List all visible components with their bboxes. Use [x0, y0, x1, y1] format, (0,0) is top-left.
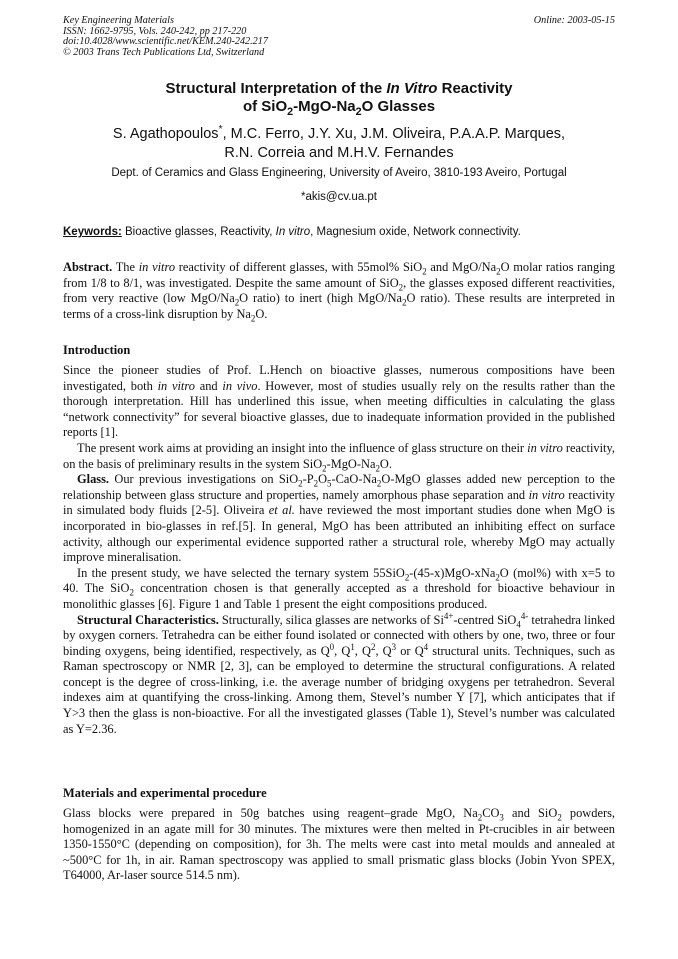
authors-line-1: S. Agathopoulos*, M.C. Ferro, J.Y. Xu, J.M. Oliveira, P.A.A.P. Marques, [112, 124, 566, 142]
online-date: Online: 2003-05-15 [533, 15, 615, 26]
intro-paragraph-glass: Glass. Our previous investigations on $SiO_2-P_2O_5-CaO-Na_2O$-MgO glasses added new perception to the relationship between glass structure and properties, namely amorphous phase separation and in vitro reactivity in simulated body fluids [2-5]. Oliveira et al. have reviewed the most important studies done when MgO is incorporated in bio-glasses in ref.[5]. In general, MgO has been attributed an inhibiting effect on surface activity, although our experimental evidence supported rather a structural role, whereby MgO may actually improve mineralisation. [63, 472, 616, 565]
journal-copyright: © 2003 Trans Tech Publications Ltd, Switzerland [63, 46, 265, 58]
title-line-1: Structural Interpretation of the In Vitro Reactivity [165, 80, 513, 97]
title-line-2: of $SiO_2-MgO-Na_2O$ Glasses [242, 98, 436, 118]
authors-line-2: R.N. Correia and M.H.V. Fernandes [224, 144, 454, 161]
journal-header [63, 16, 615, 58]
section-heading-methods: Materials and experimental procedure [63, 786, 267, 800]
journal-issn: ISSN: 1662-9795, Vols. 240-242, pp 217-220 [63, 25, 247, 37]
author-list [63, 125, 615, 162]
journal-doi: doi:10.4028/www.scientific.net/KEM.240-242.217 [63, 36, 268, 48]
glass-label: Glass. [77, 472, 110, 487]
paper-title [63, 80, 615, 116]
keywords: Keywords: Bioactive glasses, Reactivity, In vitro, Magnesium oxide, Network connectivity. [63, 226, 521, 238]
section-heading-introduction: Introduction [63, 343, 131, 357]
intro-paragraph-1: Since the pioneer studies of Prof. L.Hench on bioactive glasses, numerous compositions have been investigated, both in vitro and in vivo. However, most of studies usually rely on the results rather than the thorough interpretation. Hill has underlined this issue, when meeting difficulties in calculating the glass “network connectivity” for several bioactive glasses, due to inadequate information provided in the published reports [1]. [63, 363, 615, 440]
journal-name: Key Engineering Materials [63, 15, 174, 26]
introduction-body [63, 363, 615, 737]
methods-body [63, 806, 615, 884]
keywords-label: Keywords: [63, 226, 122, 238]
intro-paragraph-4: In the present study, we have selected the ternary system 55SiO$_2$-(45-x)MgO-xNa$_2$O (mol%) with x=5 to 40. The SiO$_2$ concentration chosen is that generally accepted as a threshold for bioactive behaviour in monolithic glasses [6]. Figure 1 and Table 1 present the eight compositions produced. [63, 565, 615, 611]
abstract-paragraph: Abstract. The in vitro reactivity of different glasses, with 55mol% SiO$_2$ and MgO/$Na_2O$ molar ratios ranging from 1/8 to 8/1, was investigated. Despite the same amount of SiO$_2$, the glasses exposed different reactivities, from very reactive (low MgO/$Na_2O$ ratio) to inert (high MgO/$Na_2O$ ratio). These results are interpreted in terms of a cross-link disruption by $Na_2O$. [63, 260, 616, 324]
corresponding-email: *akis@cv.ua.pt [300, 191, 378, 203]
abstract [63, 260, 615, 322]
corresponding-author-mark: * [218, 124, 223, 136]
intro-paragraph-2: The present work aims at providing an insight into the influence of glass structure on their in vitro reactivity, on the basis of preliminary results in the system $SiO_2-MgO-Na_2O$. [63, 440, 615, 474]
intro-paragraph-structural: Structural Characteristics. Structurally, silica glasses are networks of $Si^{4+}$-centred SiO$_4^{4-}$ tetrahedra linked by oxygen corners. Tetrahedra can be either found isolated or connected with others by one, two, three or four binding oxygens, being identified, respectively, as $Q^0$, $Q^1$, $Q^2$, $Q^3$ or $Q^4$ structural units. Techniques, such as Raman spectroscopy or NMR [2, 3], can be employed to determine the structural configurations. A related concept is the degree of cross-linking, i.e. the average number of bridging oxygens per tetrahedron. Several indexes aim at quantifying the cross-linking. Among them, Stevel’s number Y [7], which anticipates that if Y>3 then the glass is non-bioactive. For all the investigated glasses (Table 1), Stevel’s number was calculated as Y=2.36. [63, 610, 615, 736]
abstract-label: Abstract. [63, 260, 113, 274]
affiliation: Dept. of Ceramics and Glass Engineering, University of Aveiro, 3810-193 Aveiro, Portugal [111, 167, 567, 179]
methods-paragraph-1: Glass blocks were prepared in 50g batches using reagent–grade MgO, $Na_2CO_3$ and SiO$_2$ powders, homogenized in an agate mill for 30 minutes. The mixtures were then melted in Pt-crucibles in air between 1350-1550°C (depending on composition), for 3h. The melts were cast into metal moulds and annealed at ~500°C for 1h, in air. Raman spectroscopy was applied to small prismatic glass blocks (Jobin Yvon SPEX, T64000, Ar-laser source 514.5 nm). [63, 806, 615, 883]
structural-label: Structural Characteristics. [77, 612, 219, 627]
